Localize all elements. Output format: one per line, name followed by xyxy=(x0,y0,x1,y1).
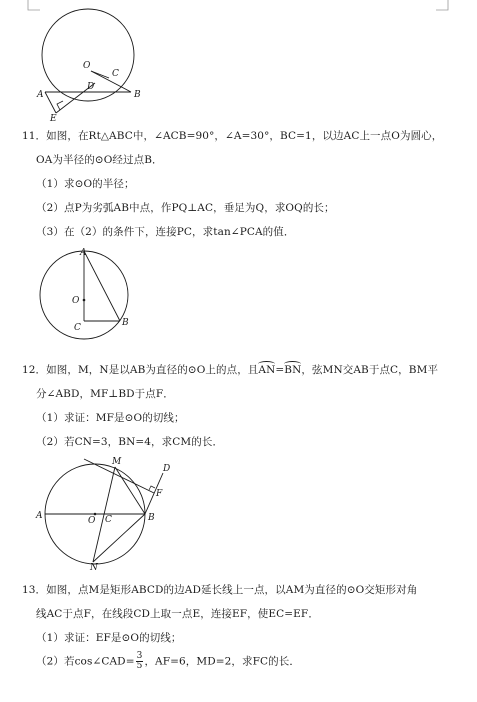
figure-q10-circle xyxy=(30,8,160,123)
label-c: C xyxy=(105,515,112,525)
segment-oc xyxy=(91,71,109,78)
label-o: O xyxy=(72,296,80,306)
q11-part1: （1）求⊙O的半径； xyxy=(36,178,135,190)
segment-ae xyxy=(45,92,56,113)
arc-bn: BN xyxy=(284,364,302,376)
label-d: D xyxy=(163,464,171,474)
label-e: E xyxy=(50,114,57,123)
segment-mb xyxy=(115,467,145,514)
label-a: A xyxy=(80,248,87,258)
label-o: O xyxy=(88,516,96,526)
label-m: M xyxy=(112,457,122,467)
q11-line1: 11．如图，在Rt△ABC中，∠ACB=90°，∠A=30°，BC=1，以边AC上一点O为圆心， xyxy=(22,130,443,142)
q13-line2: 线AC于点F，在线段CD上取一点E，连接EF，使EC=EF． xyxy=(36,608,319,620)
q12-part2: （2）若CN=3，BN=4，求CM的长． xyxy=(36,436,224,448)
q11-part3: （3）在（2）的条件下，连接PC，求tan∠PCA的值． xyxy=(36,226,295,238)
label-a: A xyxy=(37,90,44,100)
segment-ab xyxy=(84,251,120,321)
label-b: B xyxy=(148,513,155,523)
label-b: B xyxy=(122,318,129,328)
label-c: C xyxy=(74,323,81,333)
fraction-denominator: 5 xyxy=(136,661,143,671)
q13-part2 xyxy=(36,652,300,671)
segment-nb xyxy=(93,514,145,562)
q13-part2-start: （2）若cos∠CAD= xyxy=(36,655,135,668)
q12-line1-start: 12．如图，M，N是以AB为直径的⊙O上的点，且 xyxy=(22,364,259,376)
q12-line2: 分∠ABD，MF⊥BD于点F． xyxy=(36,388,174,400)
q13-part1: （1）求证：EF是⊙O的切线； xyxy=(36,632,182,644)
label-f: F xyxy=(156,489,163,499)
q12-line1 xyxy=(22,362,438,377)
label-n: N xyxy=(90,563,98,570)
figure-q12-circle xyxy=(32,452,182,570)
figure-q11-circle xyxy=(36,245,136,345)
label-b: B xyxy=(134,90,141,100)
label-o: O xyxy=(83,61,91,71)
q13-line1: 13．如图，点M是矩形ABCD的边AD延长线上一点，以AM为直径的⊙O交矩形对角 xyxy=(22,584,418,596)
equals-sign: = xyxy=(275,364,285,376)
segment-ob xyxy=(91,71,131,92)
fraction-3-5 xyxy=(136,652,144,671)
arc-an: AN xyxy=(258,364,276,376)
fraction-numerator: 3 xyxy=(136,651,143,661)
q12-line1-end: ，弦MN交AB于点C，BM平 xyxy=(301,364,439,376)
label-c: C xyxy=(112,69,119,79)
q11-line2: OA为半径的⊙O经过点B． xyxy=(36,154,163,166)
right-angle-mark xyxy=(149,486,155,490)
q12-part1: （1）求证：MF是⊙O的切线； xyxy=(36,412,185,424)
label-d: D xyxy=(87,82,95,92)
label-a: A xyxy=(36,511,43,521)
center-dot xyxy=(83,299,86,302)
center-dot xyxy=(94,513,97,516)
q13-part2-end: ，AF=6，MD=2，求FC的长． xyxy=(144,655,300,668)
q11-part2: （2）点P为劣弧AB中点，作PQ⊥AC，垂足为Q，求OQ的长； xyxy=(36,202,335,214)
